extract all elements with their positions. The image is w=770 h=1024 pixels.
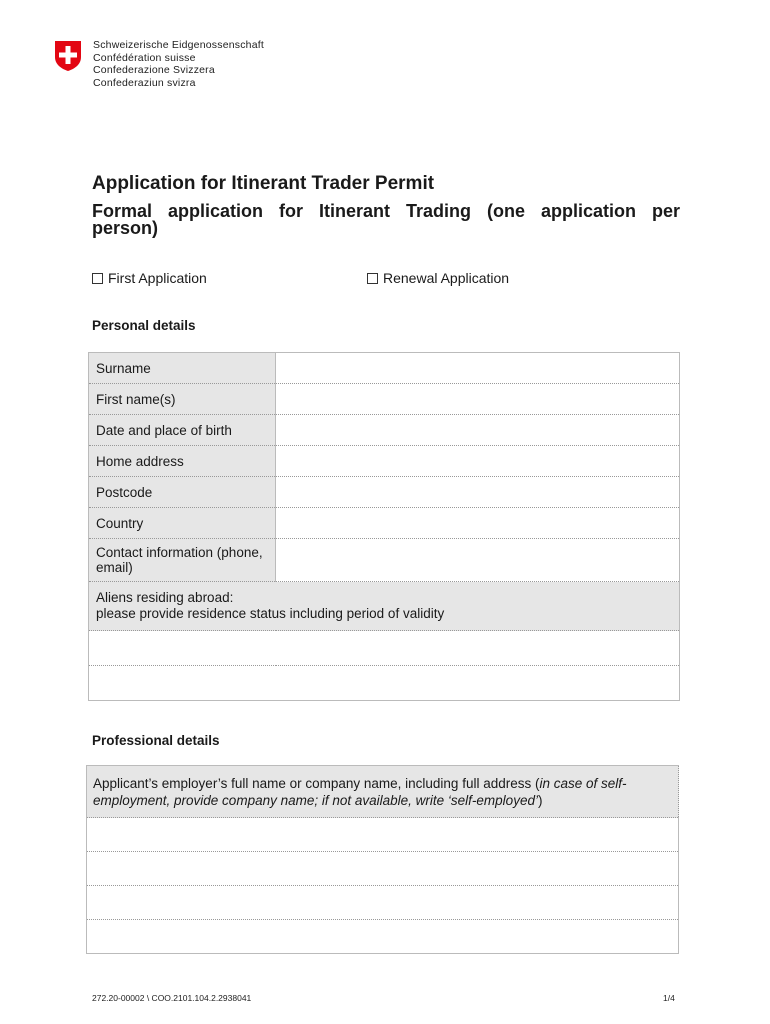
employer-label-close: ) — [537, 792, 543, 808]
personal-details-heading: Personal details — [92, 318, 196, 333]
table-row — [89, 666, 680, 701]
contact-info-label: Contact information (phone, email) — [89, 539, 276, 582]
employer-label — [87, 766, 679, 818]
table-row — [89, 384, 680, 415]
contact-info-field[interactable] — [276, 539, 679, 581]
employer-label-text: Applicant’s employer’s full name or company name, including full address ( — [93, 775, 540, 791]
first-application-option[interactable] — [92, 270, 207, 286]
table-row — [89, 415, 680, 446]
table-row — [89, 631, 680, 666]
first-application-checkbox[interactable] — [92, 273, 103, 284]
professional-details-heading: Professional details — [92, 733, 220, 748]
home-address-label: Home address — [89, 446, 276, 477]
aliens-residence-field-1[interactable] — [96, 631, 672, 665]
confederation-name-block — [93, 39, 264, 89]
employer-field-4[interactable] — [87, 920, 678, 953]
aliens-residence-label-line2: please provide residence status including period of validity — [96, 606, 445, 621]
renewal-application-option[interactable] — [367, 270, 509, 286]
postcode-field[interactable] — [276, 477, 679, 507]
table-row — [89, 477, 680, 508]
table-row — [89, 353, 680, 384]
employer-field-cell-3 — [87, 886, 679, 920]
table-row — [87, 818, 679, 852]
page-number: 1/4 — [663, 993, 675, 1003]
aliens-residence-field-cell-1 — [89, 631, 680, 666]
first-names-field[interactable] — [276, 384, 679, 414]
confederation-line-it: Confederazione Svizzera — [93, 64, 215, 77]
employer-field-cell-1 — [87, 818, 679, 852]
aliens-residence-label-line1: Aliens residing abroad: — [96, 590, 234, 605]
personal-details-table — [88, 352, 680, 701]
confederation-line-fr: Confédération suisse — [93, 51, 196, 64]
aliens-residence-field-2[interactable] — [96, 666, 672, 700]
table-row — [87, 766, 679, 818]
employer-field-1[interactable] — [87, 818, 678, 851]
renewal-application-label: Renewal Application — [383, 270, 510, 286]
swiss-cross-shield-icon — [54, 40, 82, 72]
confederation-line-rm: Confederaziun svizra — [93, 76, 196, 89]
first-names-label: First name(s) — [89, 384, 276, 415]
surname-field[interactable] — [276, 353, 679, 383]
table-row — [87, 886, 679, 920]
birth-date-place-field[interactable] — [276, 415, 679, 445]
country-field-cell — [276, 508, 680, 539]
birth-date-place-field-cell — [276, 415, 680, 446]
home-address-field[interactable] — [276, 446, 679, 476]
professional-details-table — [86, 765, 679, 954]
table-row — [89, 582, 680, 631]
contact-info-field-cell — [276, 539, 680, 582]
postcode-label: Postcode — [89, 477, 276, 508]
home-address-field-cell — [276, 446, 680, 477]
aliens-residence-label — [89, 582, 680, 631]
page-title: Application for Itinerant Trader Permit — [92, 173, 435, 194]
employer-field-cell-2 — [87, 852, 679, 886]
table-row — [87, 852, 679, 886]
birth-date-place-label: Date and place of birth — [89, 415, 276, 446]
first-names-field-cell — [276, 384, 680, 415]
country-field[interactable] — [276, 508, 679, 538]
aliens-residence-field-cell-2 — [89, 666, 680, 701]
first-application-label: First Application — [108, 270, 207, 286]
table-row — [89, 508, 680, 539]
table-row — [89, 539, 680, 582]
employer-field-3[interactable] — [87, 886, 678, 919]
country-label: Country — [89, 508, 276, 539]
document-reference: 272.20-00002 \ COO.2101.104.2.2938041 — [92, 993, 252, 1003]
postcode-field-cell — [276, 477, 680, 508]
employer-field-cell-4 — [87, 920, 679, 954]
surname-label: Surname — [89, 353, 276, 384]
confederation-line-de: Schweizerische Eidgenossenschaft — [93, 39, 264, 51]
table-row — [89, 446, 680, 477]
employer-field-2[interactable] — [87, 852, 678, 885]
renewal-application-checkbox[interactable] — [367, 273, 378, 284]
employer-label-note: in case of self-employment, provide company name; if not available, write ‘self-employed’ — [93, 775, 627, 808]
table-row — [87, 920, 679, 954]
page-subtitle: Formal application for Itinerant Trading (one application per person) — [92, 201, 680, 238]
surname-field-cell — [276, 353, 680, 384]
